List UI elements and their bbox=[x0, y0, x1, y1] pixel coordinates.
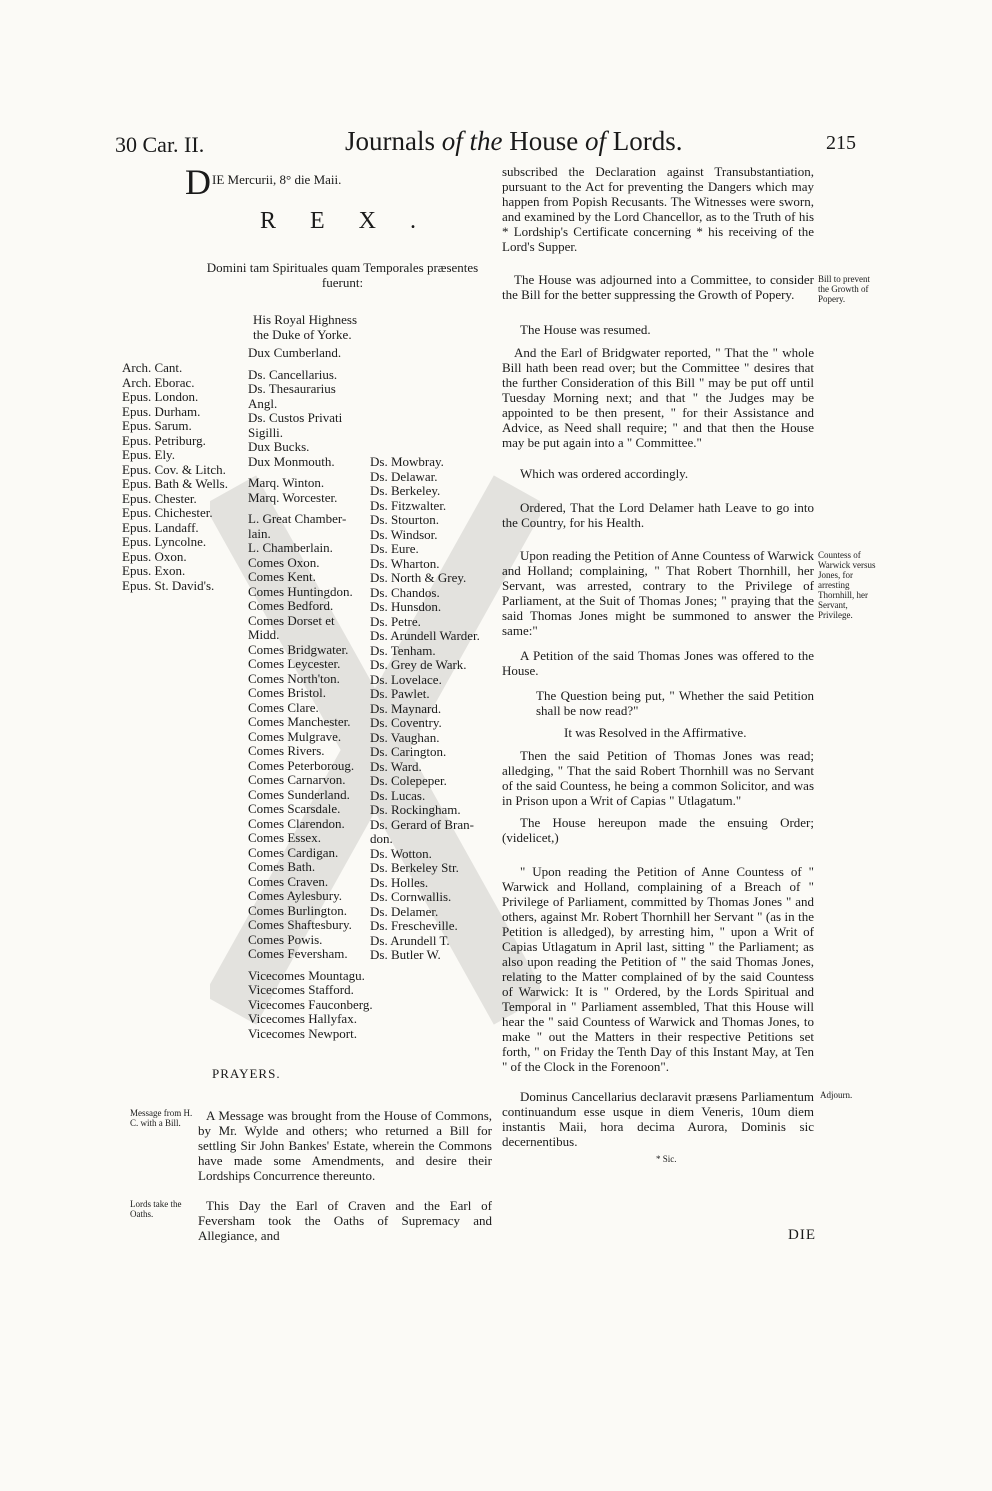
page-number: 215 bbox=[826, 132, 856, 154]
temporal-lord-entry: Comes Clare. bbox=[248, 699, 319, 715]
title-of-2: of bbox=[585, 126, 607, 156]
paragraph-jones-petition: A Petition of the said Thomas Jones was offered to the House. bbox=[502, 648, 814, 678]
spiritual-lord-entry: Epus. Ely. bbox=[122, 447, 175, 462]
drop-cap: D bbox=[185, 162, 211, 202]
royal-highness-entry bbox=[253, 313, 357, 342]
paragraph-question: The Question being put, " Whether the said Petition shall be now read?" bbox=[536, 688, 814, 718]
spiritual-lords-list bbox=[122, 361, 228, 593]
temporal-lord-entry: Comes Aylesbury. bbox=[248, 888, 343, 903]
barons-list bbox=[370, 455, 480, 963]
temporal-lord-entry: Comes Manchester. bbox=[248, 714, 351, 729]
baron-entry: Ds. Carington. bbox=[370, 744, 447, 759]
rex-heading: REX. bbox=[260, 208, 450, 234]
temporal-lords-list bbox=[248, 346, 373, 1041]
catchword: DIE bbox=[788, 1227, 816, 1243]
prayers-heading: PRAYERS. bbox=[212, 1066, 281, 1081]
temporal-lord-entry: L. Great Chamber- bbox=[248, 511, 347, 526]
baron-entry: Ds. Ward. bbox=[370, 758, 422, 774]
baron-entry: Ds. Lovelace. bbox=[370, 671, 442, 687]
baron-entry: Ds. Pawlet. bbox=[370, 686, 430, 701]
paragraph-jones-read: Then the said Petition of Thomas Jones was read; alledging, " That the said Robert Thornhill was no Servant of the said Countess, he being a common Solicitor, and was in Prison upon a Writ of Capias " Utlagatum." bbox=[502, 748, 814, 808]
baron-entry: don. bbox=[370, 831, 393, 846]
baron-entry: Ds. Tenham. bbox=[370, 642, 436, 658]
temporal-lord-entry: Marq. Winton. bbox=[248, 475, 325, 490]
baron-entry: Ds. Berkeley Str. bbox=[370, 860, 459, 875]
temporal-lord-entry: Dux Cumberland. bbox=[248, 345, 342, 360]
paragraph-declaration: subscribed the Declaration against Transubstantiation, pursuant to the Act for preventing the Dangers which may happen from Popish Recusants. The Witnesses were sworn, and examined by the Lord Chancellor, as to the Truth of his * Lordship's Certificate concerning * his receiving of the Lord's Supper. bbox=[502, 164, 814, 254]
date-line: IE Mercurii, 8° die Maii. bbox=[212, 172, 342, 187]
temporal-lord-entry: Comes Sunderland. bbox=[248, 786, 350, 802]
spiritual-lord-entry: Epus. Lyncolne. bbox=[122, 534, 207, 549]
spiritual-lord-entry: Epus. London. bbox=[122, 389, 199, 404]
baron-entry: Ds. Gerard of Bran- bbox=[370, 816, 474, 832]
temporal-lord-entry: Vicecomes Mountagu. bbox=[248, 967, 365, 983]
temporal-lord-entry: L. Chamberlain. bbox=[248, 540, 333, 555]
temporal-lord-entry: Comes Cardigan. bbox=[248, 844, 339, 860]
spiritual-lord-entry: Arch. Cant. bbox=[122, 360, 183, 375]
baron-entry: Ds. Mowbray. bbox=[370, 454, 444, 469]
spiritual-lord-entry: Epus. Petriburg. bbox=[122, 432, 206, 448]
temporal-lord-entry: Comes Dorset et bbox=[248, 612, 335, 628]
baron-entry: Ds. Chandos. bbox=[370, 584, 440, 600]
attendance-intro: Domini tam Spirituales quam Temporales præsentes fuerunt: bbox=[206, 260, 479, 290]
royal-highness-entry: His Royal Highness bbox=[253, 312, 357, 327]
temporal-lord-entry: Dux Bucks. bbox=[248, 439, 310, 454]
paragraph-order-intro: The House hereupon made the ensuing Order; (videlicet,) bbox=[502, 815, 814, 845]
baron-entry: Ds. Delawar. bbox=[370, 468, 438, 484]
baron-entry: Ds. Windsor. bbox=[370, 526, 438, 542]
baron-entry: Ds. Holles. bbox=[370, 874, 429, 890]
baron-entry: Ds. Rockingham. bbox=[370, 802, 461, 817]
temporal-lord-entry: Comes Bedford. bbox=[248, 598, 334, 613]
temporal-lord-entry: Ds. Thesaurarius bbox=[248, 381, 336, 396]
temporal-lord-entry: Comes Kent. bbox=[248, 569, 316, 584]
temporal-lord-entry: Vicecomes Fauconberg. bbox=[248, 996, 373, 1012]
baron-entry: Ds. Cornwallis. bbox=[370, 889, 452, 904]
spiritual-lord-entry: Epus. Exon. bbox=[122, 563, 186, 578]
temporal-lord-entry: Comes Mulgrave. bbox=[248, 728, 342, 744]
margin-note-message: Message from H. C. with a Bill. bbox=[130, 1108, 193, 1128]
title-journals: Journals bbox=[345, 126, 435, 156]
baron-entry: Ds. Wharton. bbox=[370, 555, 440, 571]
baron-entry: Ds. Berkeley. bbox=[370, 483, 441, 498]
paragraph-report: And the Earl of Bridgwater reported, " That the " whole Bill hath been read over; but the Committee " desires that the further Consideration of this Bill " may be put off until Tuesday Morning next; and that " the Judges may be appointed to be then present, " for their Assistance and Advice, as Need shall require; " and that then the House may be put again into a " Committee." bbox=[502, 345, 814, 450]
baron-entry: Ds. Butler W. bbox=[370, 947, 441, 962]
temporal-lord-entry: Angl. bbox=[248, 395, 278, 411]
temporal-lord-entry: lain. bbox=[248, 525, 271, 541]
title-house: House bbox=[509, 126, 579, 156]
spiritual-lord-entry: Epus. Chester. bbox=[122, 490, 197, 506]
temporal-lord-entry: Comes Oxon. bbox=[248, 554, 320, 570]
margin-note-warwick: Countess of Warwick versus Jones, for arresting Thornhill, her Servant, Privilege. bbox=[818, 550, 876, 620]
temporal-lord-entry: Comes North'ton. bbox=[248, 670, 340, 686]
temporal-lord-entry: Comes Peterboroug. bbox=[248, 757, 355, 773]
temporal-lord-entry: Vicecomes Hallyfax. bbox=[248, 1011, 357, 1026]
paragraph-committee: The House was adjourned into a Committee, to consider the Bill for the better suppressing the Growth of Popery. bbox=[502, 272, 814, 302]
temporal-lord-entry: Comes Essex. bbox=[248, 830, 321, 845]
spiritual-lord-entry: Epus. Sarum. bbox=[122, 418, 192, 433]
temporal-lord-entry: Comes Leycester. bbox=[248, 656, 341, 671]
baron-entry: Ds. Lucas. bbox=[370, 787, 426, 803]
temporal-lord-entry: Sigilli. bbox=[248, 424, 284, 440]
paragraph-order: " Upon reading the Petition of Anne Countess of " Warwick and Holland, complaining of a Breach of " Privilege of Parliament, committed by Thomas Jones " and others, against Mr. Robert Thornhill her Servant " (as in the Petition is alledged), by arresting him, " upon a Writ of Capias Utlagatum in April last, sitting " the Parliament; as also upon reading the Petition of " the said Thomas Jones, relating to the Matter complained of by the said Countess of Warwick: It is " Ordered, by the Lords Spiritual and Temporal in " Parliament assembled, That this House will hear the " said Countess of Warwick and Thomas Jones, to make " out the Matters in their respective Petitions set forth, " on Friday the Tenth Day of this Instant May, at Ten " of the Clock in the Forenoon". bbox=[502, 864, 814, 1074]
temporal-lord-entry: Comes Bath. bbox=[248, 859, 316, 874]
spiritual-lord-entry: Epus. St. David's. bbox=[122, 577, 215, 593]
paragraph-message: A Message was brought from the House of Commons, by Mr. Wylde and others; who returned a Bill for settling Sir John Bankes' Estate, wherein the Commons have made some Amendments, and desire their Lordships Concurrence thereunto. bbox=[198, 1108, 492, 1183]
journal-title bbox=[345, 126, 683, 157]
baron-entry: Ds. Stourton. bbox=[370, 512, 439, 527]
paragraph-resumed: The House was resumed. bbox=[520, 322, 651, 337]
baron-entry: Ds. Colepeper. bbox=[370, 773, 447, 788]
title-the: the bbox=[469, 126, 503, 156]
baron-entry: Ds. North & Grey. bbox=[370, 570, 467, 585]
baron-entry: Ds. Arundell T. bbox=[370, 932, 450, 948]
baron-entry: Ds. Hunsdon. bbox=[370, 599, 442, 614]
baron-entry: Ds. Eure. bbox=[370, 541, 419, 556]
paragraph-ordered-accordingly: Which was ordered accordingly. bbox=[520, 466, 689, 481]
spiritual-lord-entry: Epus. Oxon. bbox=[122, 548, 187, 564]
baron-entry: Ds. Delamer. bbox=[370, 903, 439, 919]
temporal-lord-entry: Comes Carnarvon. bbox=[248, 772, 346, 787]
baron-entry: Ds. Wotton. bbox=[370, 845, 432, 861]
temporal-lord-entry: Midd. bbox=[248, 627, 280, 642]
temporal-lord-entry: Vicecomes Stafford. bbox=[248, 982, 354, 997]
margin-note-oaths: Lords take the Oaths. bbox=[130, 1199, 182, 1219]
paragraph-delamer-leave: Ordered, That the Lord Delamer hath Leave to go into the Country, for his Health. bbox=[502, 500, 814, 530]
title-lords: Lords. bbox=[612, 126, 683, 156]
temporal-lord-entry: Comes Clarendon. bbox=[248, 815, 345, 831]
temporal-lord-entry: Comes Rivers. bbox=[248, 743, 325, 758]
temporal-lord-entry: Comes Huntingdon. bbox=[248, 583, 353, 599]
temporal-lord-entry: Marq. Worcester. bbox=[248, 489, 338, 505]
spiritual-lord-entry: Epus. Chichester. bbox=[122, 505, 213, 520]
baron-entry: Ds. Frescheville. bbox=[370, 918, 458, 933]
temporal-lord-entry: Ds. Cancellarius. bbox=[248, 366, 338, 382]
temporal-lord-entry: Dux Monmouth. bbox=[248, 453, 335, 469]
temporal-lord-entry: Comes Craven. bbox=[248, 873, 329, 889]
spiritual-lord-entry: Epus. Durham. bbox=[122, 403, 201, 419]
temporal-lord-entry: Ds. Custos Privati bbox=[248, 410, 343, 425]
spiritual-lord-entry: Epus. Bath & Wells. bbox=[122, 476, 228, 491]
baron-entry: Ds. Arundell Warder. bbox=[370, 628, 480, 643]
temporal-lord-entry: Comes Scarsdale. bbox=[248, 801, 341, 816]
margin-note-popery: Bill to prevent the Growth of Popery. bbox=[818, 274, 870, 304]
temporal-lord-entry: Comes Bristol. bbox=[248, 685, 327, 700]
temporal-lord-entry: Comes Burlington. bbox=[248, 902, 347, 918]
spiritual-lord-entry: Epus. Landaff. bbox=[122, 519, 199, 535]
baron-entry: Ds. Vaughan. bbox=[370, 729, 440, 745]
title-of: of bbox=[441, 126, 463, 156]
temporal-lord-entry: Comes Powis. bbox=[248, 931, 323, 947]
spiritual-lord-entry: Arch. Eborac. bbox=[122, 374, 195, 390]
paragraph-warwick-petition: Upon reading the Petition of Anne Countess of Warwick and Holland; complaining, " That Robert Thornhill, her Servant, was arrested, contrary to the Privilege of Parliament, at the Suit of Thomas Jones; " praying that the said Thomas Jones might be summoned to answer the same:" bbox=[502, 548, 814, 638]
margin-note-adjourn: Adjourn. bbox=[820, 1090, 853, 1100]
temporal-lord-entry: Comes Feversham. bbox=[248, 946, 348, 961]
baron-entry: Ds. Grey de Wark. bbox=[370, 657, 467, 672]
baron-entry: Ds. Coventry. bbox=[370, 715, 442, 730]
temporal-lord-entry: Comes Bridgwater. bbox=[248, 641, 349, 657]
baron-entry: Ds. Fitzwalter. bbox=[370, 497, 447, 513]
paragraph-adjournment: Dominus Cancellarius declaravit præsens Parliamentum continuandum esse usque in diem Veneris, 10um diem instantis Maii, hora decima Aurora, Dominis sic decernentibus. bbox=[502, 1089, 814, 1149]
spiritual-lord-entry: Epus. Cov. & Litch. bbox=[122, 461, 226, 477]
footnote: * Sic. bbox=[656, 1154, 677, 1164]
temporal-lord-entry: Comes Shaftesbury. bbox=[248, 917, 352, 932]
baron-entry: Ds. Maynard. bbox=[370, 700, 442, 716]
baron-entry: Ds. Petre. bbox=[370, 613, 421, 629]
session-heading: 30 Car. II. bbox=[115, 132, 205, 157]
paragraph-oaths: This Day the Earl of Craven and the Earl of Feversham took the Oaths of Supremacy and Allegiance, and bbox=[198, 1198, 492, 1243]
royal-highness-entry: the Duke of Yorke. bbox=[253, 326, 352, 342]
paragraph-resolved: It was Resolved in the Affirmative. bbox=[564, 725, 747, 740]
temporal-lord-entry: Vicecomes Newport. bbox=[248, 1025, 357, 1041]
